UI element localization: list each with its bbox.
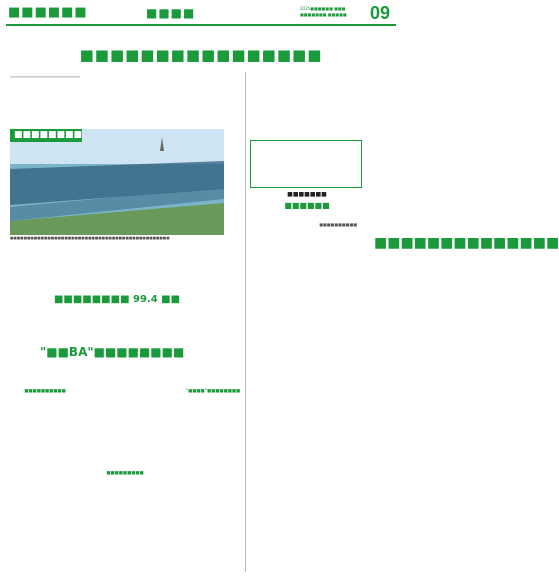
feature-kicker: ■■■■■■■ (287, 191, 327, 198)
main-headline: ■■■■■■■■■■■■■■■■ (79, 46, 323, 64)
bottom-headline: "■■BA"■■■■■■■■ (40, 345, 185, 359)
subhead-2: ■■■■■■■■■ (106, 471, 144, 476)
column-divider (245, 72, 246, 572)
section-title: ■■■■ (146, 6, 196, 20)
header-rule (6, 24, 396, 26)
feature-box (250, 140, 362, 188)
masthead: ■■■■■■ (8, 5, 88, 20)
vertical-headline: ■■■■■■■■■■■■■■ (374, 235, 559, 251)
date-line-2: ■■■■■■■ ■■■■■ (300, 11, 347, 17)
subhead-1: ■■■■■■■■■■ (24, 389, 66, 394)
photo-banner: ■■■■■■■■ (10, 129, 82, 142)
dateline (300, 6, 364, 17)
feature-title: ■■■■■■ (284, 201, 330, 210)
solar-farm-photo (10, 129, 224, 235)
subhead-3: "■■■■"■■■■■■■■ (185, 389, 241, 394)
page-number: 09 (370, 3, 391, 23)
date-line-1: 2025■■■■■■ ■■■ (300, 6, 346, 11)
feature-author: ■■■■■■■■■■ (319, 222, 357, 227)
box-headline: ■■■■■■■■ 99.4 ■■ (53, 294, 181, 305)
article-col-1 (10, 74, 80, 126)
photo-caption: ■■■■■■■■■■■■■■■■■■■■■■■■■■■■■■■■■■■■■■■■■■■■■■■ (10, 236, 170, 240)
